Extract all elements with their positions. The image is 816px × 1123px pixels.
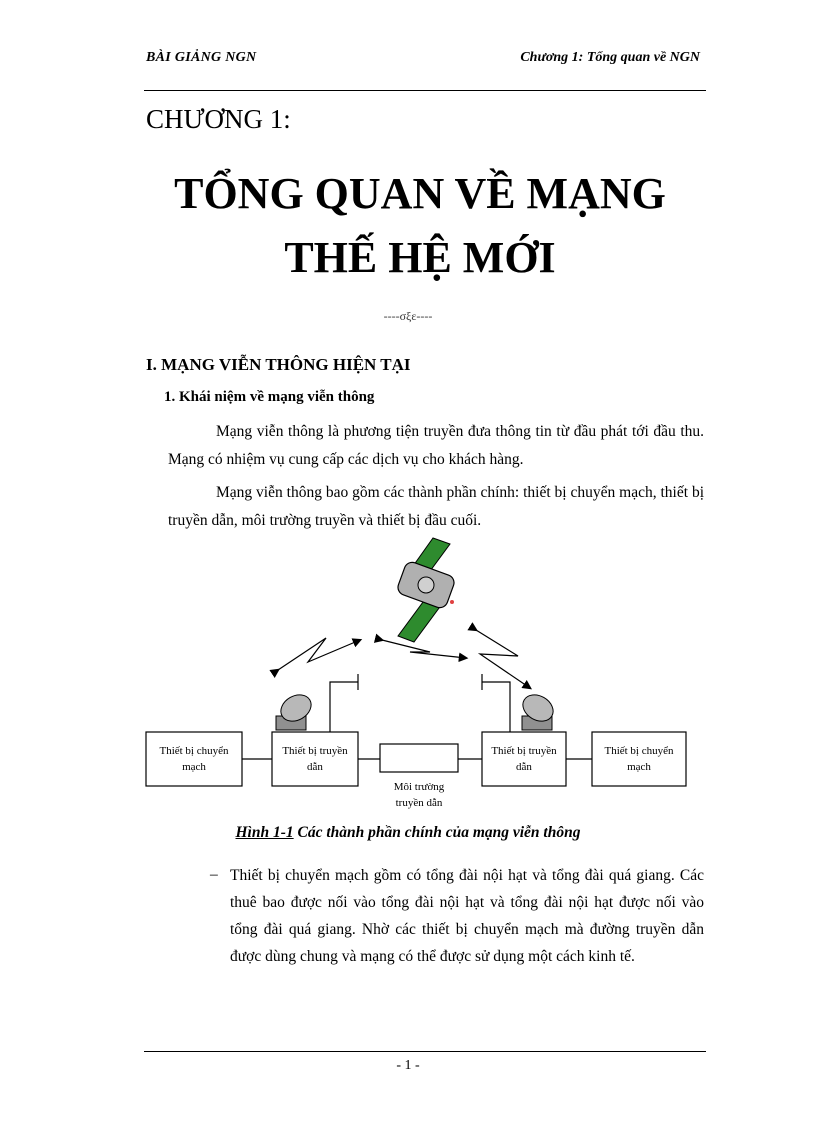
subsection-heading: 1. Khái niệm về mạng viễn thông <box>164 389 375 405</box>
paragraph-1: Mạng viễn thông là phương tiện truyền đưa thông tin từ đầu phát tới đầu thu. Mạng có nhiệm vụ cung cấp các dịch vụ cho khách hàng. <box>168 423 704 468</box>
transmission-equipment-right <box>482 732 566 786</box>
chapter-number: CHƯƠNG 1: <box>146 104 291 134</box>
chapter-title-line1: TỔNG QUAN VỀ MẠNG <box>174 169 666 218</box>
figure-caption-text: Các thành phần chính của mạng viễn thông <box>293 824 581 841</box>
switching-right-label2: mạch <box>627 761 651 773</box>
figure-number: Hình 1-1 <box>235 824 294 841</box>
transmission-right-label1: Thiết bị truyền <box>491 745 557 757</box>
header-left: BÀI GIẢNG NGN <box>146 50 257 65</box>
title-ornament: ----σξε---- <box>383 309 433 323</box>
chapter-title-line2: THẾ HỆ MỚI <box>284 233 556 282</box>
switching-left-label2: mạch <box>182 761 206 773</box>
footer-rule <box>144 1051 706 1052</box>
antenna-dish-left-icon <box>276 690 316 730</box>
header-rule <box>144 90 706 91</box>
switching-equipment-right <box>592 732 686 786</box>
header-right: Chương 1: Tổng quan về NGN <box>520 50 700 65</box>
transmission-medium <box>380 744 458 809</box>
transmission-equipment-left <box>272 732 358 786</box>
switching-right-label1: Thiết bị chuyển <box>604 745 674 757</box>
transmission-left-label2: dẫn <box>307 761 323 773</box>
antenna-dish-right-icon <box>518 690 558 730</box>
radio-link-right <box>476 630 530 688</box>
page-number: - 1 - <box>396 1058 420 1073</box>
medium-label2: truyền dẫn <box>395 797 443 809</box>
transmission-left-label1: Thiết bị truyền <box>282 745 348 757</box>
radio-link-left <box>278 638 360 670</box>
medium-label1: Môi trường <box>393 781 445 793</box>
transmission-right-label2: dẫn <box>516 761 532 773</box>
section-heading: I. MẠNG VIỄN THÔNG HIỆN TẠI <box>146 355 411 374</box>
bullet-paragraph: Thiết bị chuyển mạch gồm có tổng đài nội hạt và tổng đài quá giang. Các thuê bao được nối vào tổng đài nội hạt và tổng đài nội hạt được nối vào tổng đài quá giang. Nhờ các thiết bị chuyển mạch mà đường truyền dẫn được dùng chung và mạng có thể được sử dụng một cách kinh tế. <box>230 867 704 965</box>
radio-link-top <box>382 640 466 658</box>
bullet-dash: – <box>210 866 218 883</box>
switching-equipment-left <box>146 732 242 786</box>
figure-caption <box>0 824 816 842</box>
paragraph-2: Mạng viễn thông bao gồm các thành phần chính: thiết bị chuyển mạch, thiết bị truyền dẫn, môi trường truyền và thiết bị đầu cuối. <box>168 484 704 529</box>
satellite-icon <box>396 538 456 642</box>
switching-left-label1: Thiết bị chuyển <box>159 745 229 757</box>
network-diagram <box>130 530 690 815</box>
